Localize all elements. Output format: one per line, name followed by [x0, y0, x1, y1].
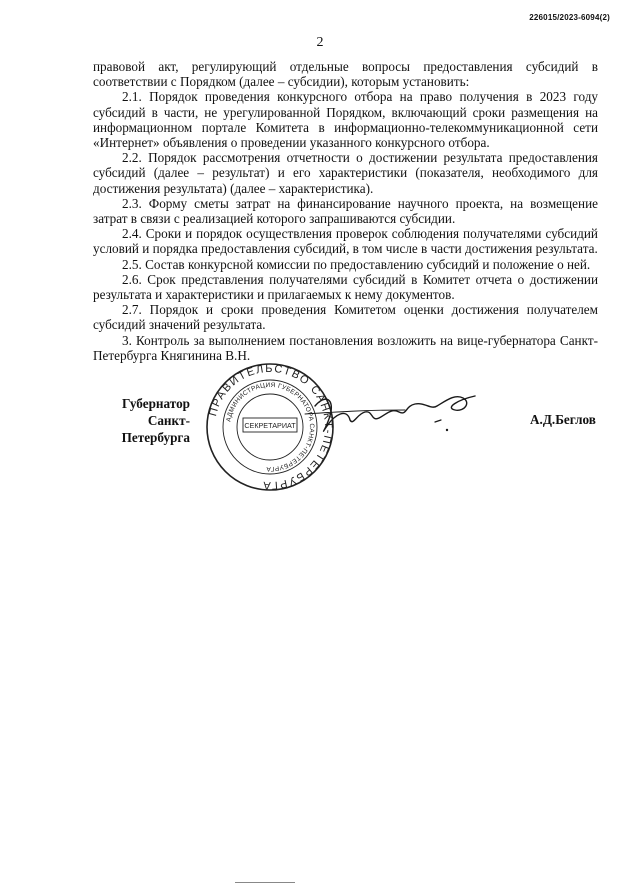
page-number: 2 [316, 35, 324, 50]
paragraph-2-4: 2.4. Сроки и порядок осуществления проверок соблюдения получателями субсидий условий и порядка предоставления субсидий, в том числе в части достижения результата. [93, 226, 598, 257]
document-body [93, 59, 598, 363]
signer-title-line-2: Санкт-Петербурга [121, 413, 190, 445]
stamp-outer-text: ПРАВИТЕЛЬСТВО САНКТ-ПЕТЕРБУРГА [207, 362, 335, 492]
document-code: 226015/2023-6094(2) [529, 13, 610, 22]
paragraph-2-7: 2.7. Порядок и сроки проведения Комитетом оценки достижения получателем субсидий значений результата. [93, 302, 598, 333]
paragraph-2-5: 2.5. Состав конкурсной комиссии по предоставлению субсидий и положение о ней. [122, 256, 591, 272]
signer-title [90, 395, 190, 446]
paragraph-2-2: 2.2. Порядок рассмотрения отчетности о достижении результата предоставления субсидий (далее – результат) и его характеристики (показателя, необходимого для достижения результата) (далее – характеристика). [93, 150, 598, 196]
signer-name: А.Д.Беглов [530, 412, 596, 427]
intro-paragraph: правовой акт, регулирующий отдельные вопросы предоставления субсидий в соответствии с Порядком (далее – субсидии), которым установить: [93, 59, 598, 90]
paragraph-3: 3. Контроль за выполнением постановления возложить на вице-губернатора Санкт-Петербурга Княгинина В.Н. [93, 332, 598, 363]
stamp-center-text: СЕКРЕТАРИАТ [244, 421, 296, 430]
paragraph-2-1: 2.1. Порядок проведения конкурсного отбора на право получения в 2023 году субсидий в части, не урегулированной Порядком, включающий сроки размещения на информационном портале Комитета в информационно-телекоммуникационной сети «Интернет» объявления о проведении указанного конкурсного отбора. [93, 89, 598, 151]
paragraph-2-6: 2.6. Срок представления получателями субсидий в Комитет отчета о достижении результата и характеристики и прилагаемых к нему документов. [93, 271, 598, 303]
handwritten-signature [295, 386, 495, 446]
signer-title-line-1: Губернатор [122, 396, 190, 411]
paragraph-2-3: 2.3. Форму сметы затрат на финансирование научного проекта, на возмещение затрат в связи с реализацией которого запрашиваются субсидии. [93, 195, 598, 227]
stamp-inner-text: АДМИНИСТРАЦИЯ ГУБЕРНАТОРА САНКТ-ПЕТЕРБУРГА [225, 381, 316, 473]
bottom-mark [235, 882, 295, 883]
